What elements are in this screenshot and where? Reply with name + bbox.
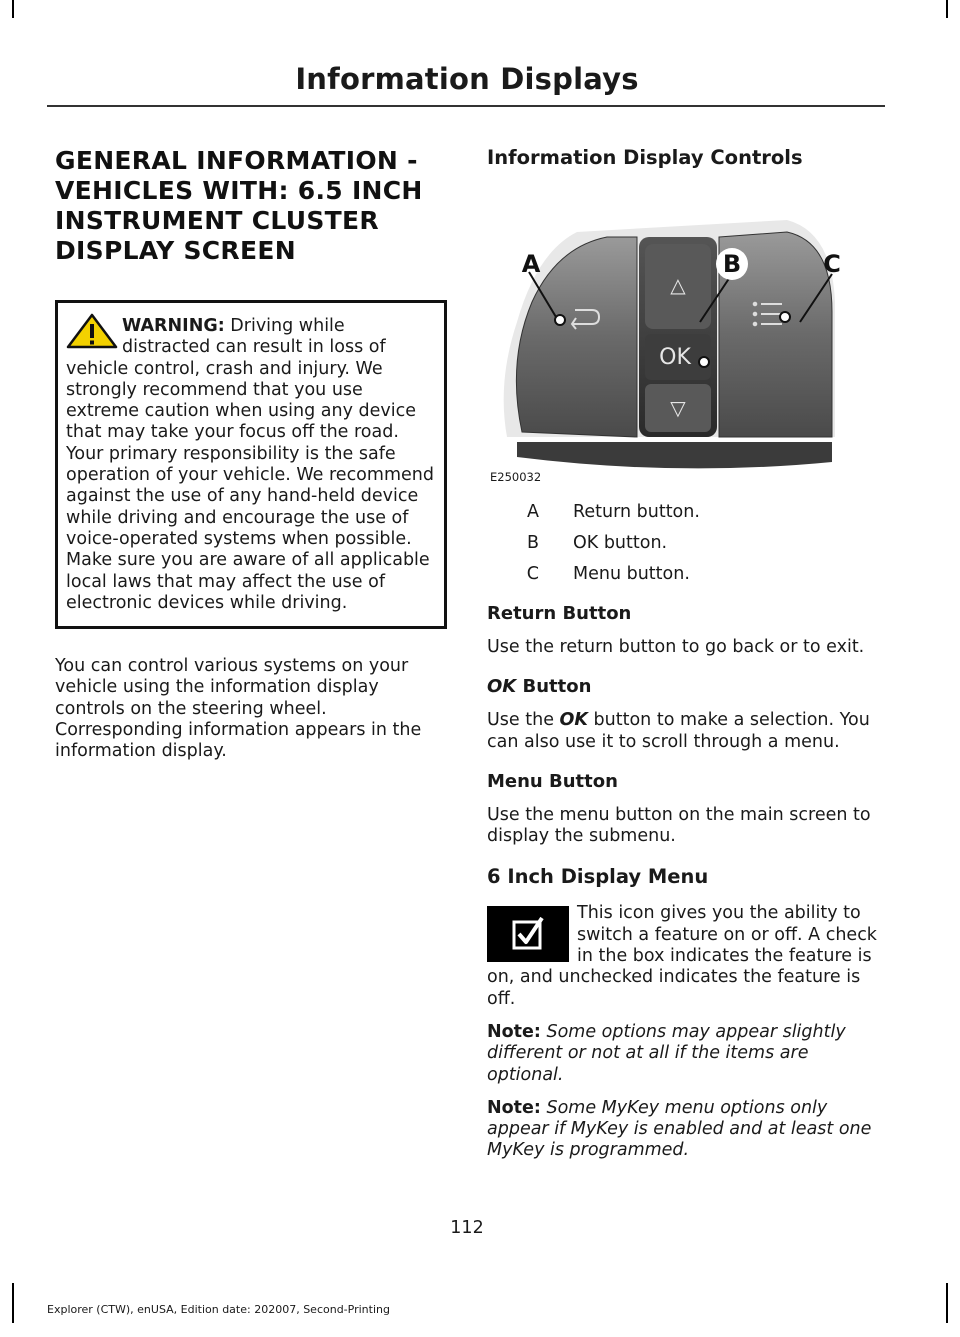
checkbox-checked-icon: [487, 906, 569, 962]
callout-c: C: [823, 250, 841, 278]
steering-controls-illustration: [487, 192, 841, 487]
legend-text: OK button.: [573, 533, 668, 553]
callout-a: A: [521, 250, 541, 278]
figure-legend: [487, 502, 887, 585]
legend-row: [487, 564, 887, 585]
ok-button-title: [487, 676, 887, 698]
display-menu-section: [487, 865, 887, 1009]
ok-title-italic: OK: [487, 676, 517, 698]
crop-mark: [946, 0, 948, 18]
warning-triangle-icon: [66, 314, 118, 348]
page-header-title: Information Displays: [295, 62, 639, 96]
note-text: Some MyKey menu options only appear if MyKey is enabled and at least one MyKey is programmed.: [487, 1097, 872, 1161]
callout-b: B: [722, 250, 742, 278]
note-label: Note:: [487, 1097, 541, 1118]
check-icon-text: This icon gives you the ability to switch a feature on or off. A check in the box indicates the feature is on, and unchecked indicates the feature is off.: [487, 903, 877, 1009]
legend-row: [487, 502, 887, 523]
legend-key: C: [526, 564, 539, 584]
legend-key: A: [527, 502, 539, 522]
legend-key: B: [526, 533, 539, 553]
warning-label: WARNING:: [122, 316, 225, 336]
ok-text-post: button to make a selection. You can also use it to scroll through a menu.: [487, 710, 870, 752]
note-text: Some options may appear slightly different or not at all if the items are optional.: [487, 1021, 846, 1085]
ok-button-text: [487, 710, 887, 753]
legend-row: [487, 533, 887, 554]
figure-code: E250032: [490, 470, 542, 484]
menu-button-text: Use the menu button on the main screen to display the submenu.: [487, 804, 871, 847]
warning-text: Driving while distracted can result in loss of vehicle control, crash and injury. We strongly recommend that you use extreme caution when using any device that may take your focus off the road. Your primary responsibility is the safe operation of your vehicle. We recommend against the use of any hand-held device while driving and encourage the use of voice-operated systems when possible. Make sure you are aware of all applicable local laws that may affect the use of electronic devices while driving.: [66, 316, 434, 613]
return-button-text: Use the return button to go back or to exit.: [487, 637, 865, 657]
up-arrow-icon: △: [670, 273, 686, 297]
warning-box: [55, 300, 447, 629]
note-label: Note:: [487, 1021, 541, 1042]
crop-mark: [946, 1283, 948, 1323]
left-column: [55, 146, 447, 763]
menu-button-section: [487, 771, 887, 848]
check-description: [487, 903, 887, 1009]
legend-text: Return button.: [573, 502, 700, 522]
menu-button-title: Menu Button: [487, 770, 618, 792]
ok-text-italic: OK: [559, 710, 588, 731]
note-2: [487, 1098, 887, 1162]
intro-paragraph: You can control various systems on your vehicle using the information display controls on the steering wheel. Corresponding information appears in the information display.: [55, 656, 422, 762]
footer-edition: Explorer (CTW), enUSA, Edition date: 202007, Second-Printing: [47, 1303, 390, 1316]
crop-mark: [12, 0, 14, 18]
legend-text: Menu button.: [573, 564, 690, 584]
ok-glyph: OK: [659, 345, 691, 370]
page-number: 112: [450, 1218, 484, 1238]
header-divider: [47, 105, 885, 107]
right-column: [487, 146, 887, 1162]
ok-text-pre: Use the: [487, 710, 560, 731]
return-button-section: [487, 603, 887, 658]
ok-title-rest: Button: [516, 676, 592, 698]
display-menu-heading: 6 Inch Display Menu: [487, 865, 709, 889]
steering-controls-figure: [487, 192, 841, 487]
down-arrow-icon: ▽: [670, 396, 686, 420]
controls-heading: Information Display Controls: [487, 146, 803, 169]
return-button-title: Return Button: [487, 603, 632, 624]
section-heading: GENERAL INFORMATION - VEHICLES WITH: 6.5 INCH INSTRUMENT CLUSTER DISPLAY SCREEN: [55, 146, 423, 265]
note-1: [487, 1022, 887, 1086]
crop-mark: [12, 1283, 14, 1323]
ok-button-section: [487, 676, 887, 753]
